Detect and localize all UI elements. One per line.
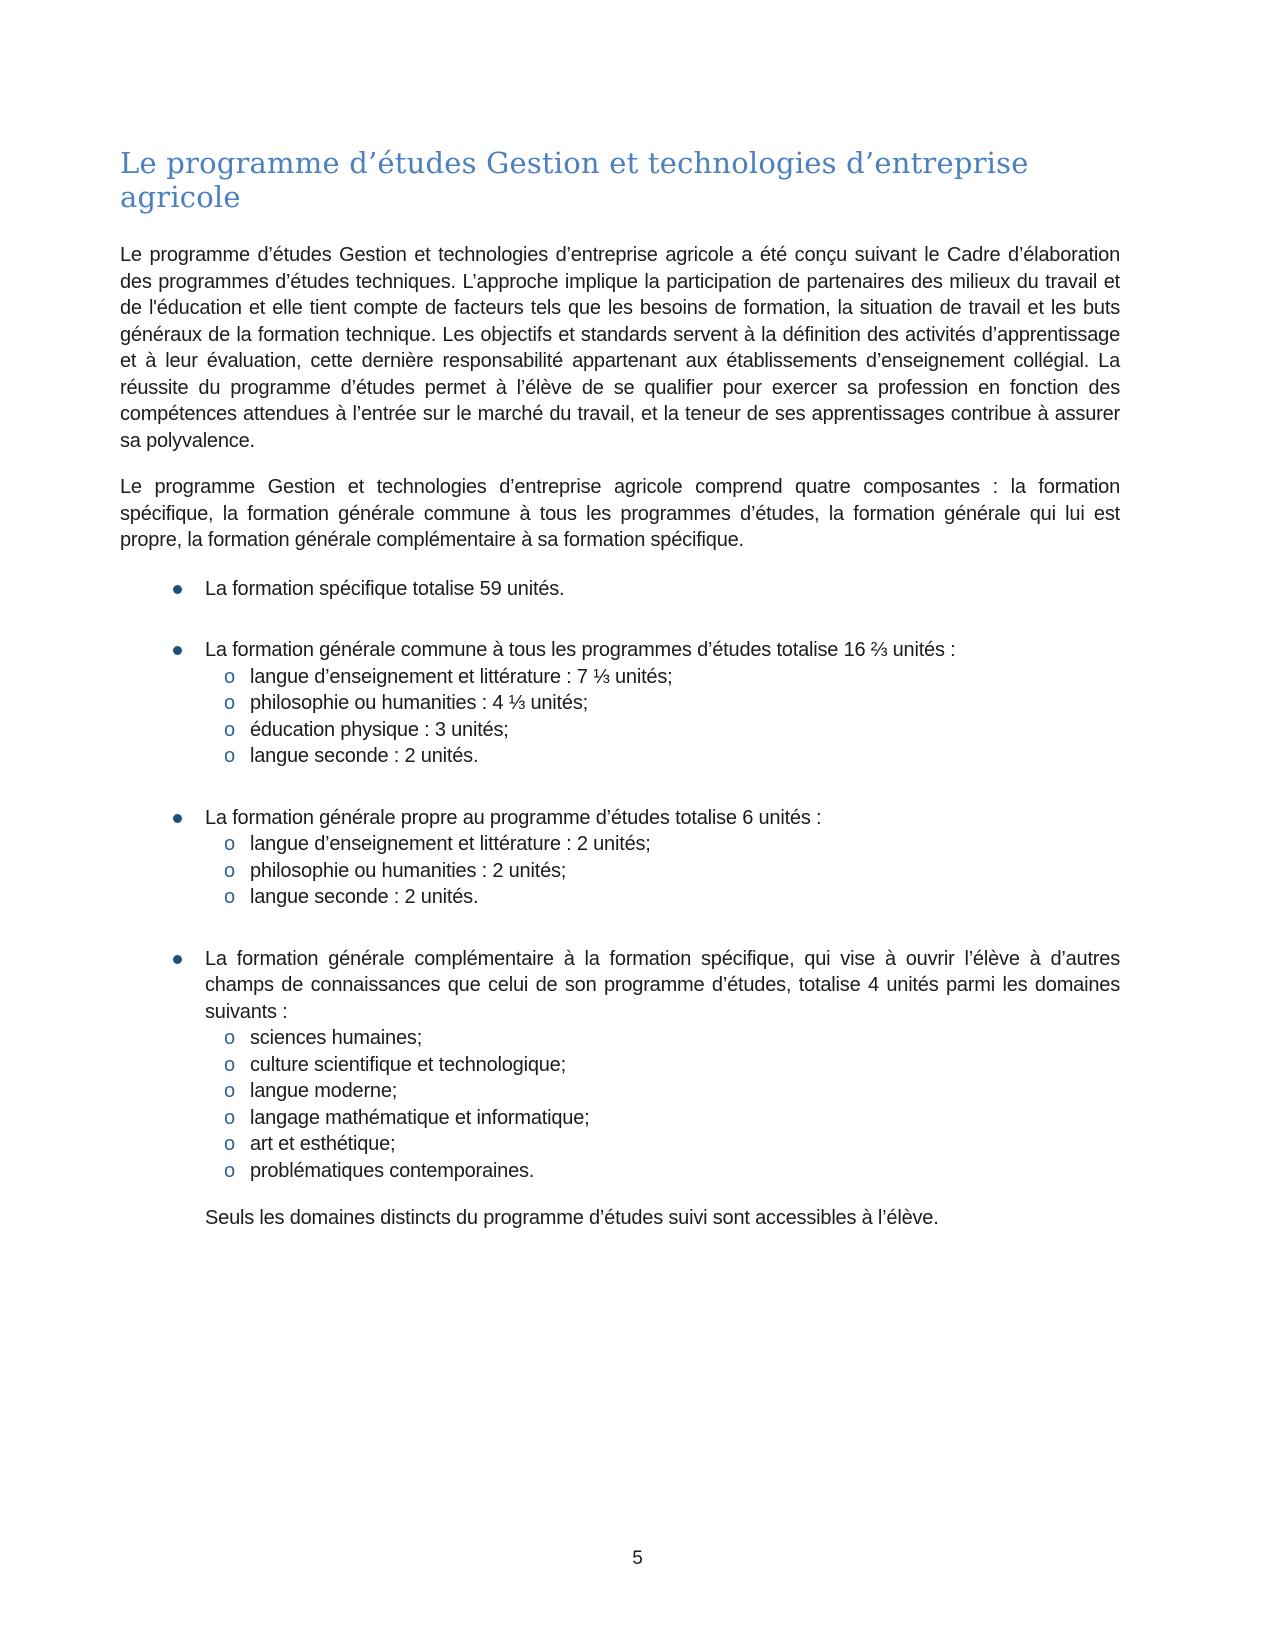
list-item	[120, 805, 1120, 911]
page-title	[120, 146, 1120, 214]
sub-list-item	[120, 1131, 1120, 1158]
sub-list-item	[120, 690, 1120, 717]
sub-list-item	[120, 717, 1120, 744]
sub-bullet-icon: o	[224, 745, 235, 767]
sub-bullet-icon: o	[224, 1159, 235, 1182]
sub-list-item	[120, 1158, 1120, 1185]
sub-bullet-icon: o	[224, 859, 235, 882]
sub-bullet-text: problématiques contemporaines.	[250, 1159, 535, 1182]
sub-bullet-icon: o	[224, 1080, 235, 1102]
bullet-text: La formation générale propre au programme d’études totalise 6 unités :	[205, 806, 822, 829]
bullet-icon	[173, 646, 182, 655]
paragraph-intro: Le programme d’études Gestion et technologies d’entreprise agricole a été conçu suivant le Cadre d’élaboration des programmes d’études techniques. L’approche implique la participation de partenaires des milieux du travail et de l'éducation et elle tient compte de facteurs tels que les besoins de formation, la situation de travail et les buts généraux de la formation technique. Les objectifs et standards servent à la définition des activités d’apprentissage et à leur évaluation, cette dernière responsabilité appartenant aux établissements d’enseignement collégial. La réussite du programme d’études permet à l’élève de se qualifier pour exercer sa profession en fonction des compétences attendues à l’entrée sur le marché du travail, et la teneur de ses apprentissages contribue à assurer sa polyvalence.	[120, 244, 1120, 452]
sub-bullet-icon: o	[224, 1106, 235, 1129]
sub-bullet-text: langue d’enseignement et littérature : 2 unités;	[250, 833, 651, 855]
page-title-line1: Le programme d’études Gestion et technologies d’entreprise	[120, 146, 1029, 180]
bullet-text: La formation spécifique totalise 59 unités.	[205, 577, 565, 600]
sub-list-item	[120, 1025, 1120, 1052]
page-number: 5	[632, 1548, 643, 1569]
sub-bullet-icon: o	[224, 886, 235, 908]
bullet-icon	[173, 585, 182, 594]
sub-bullet-icon: o	[224, 1053, 235, 1076]
sub-list-item	[120, 664, 1120, 691]
bullet-text-wrap	[120, 637, 1120, 664]
sub-bullet-text: langue d’enseignement et littérature : 7 ⅓ unités;	[250, 665, 673, 688]
sub-bullet-text: culture scientifique et technologique;	[250, 1053, 566, 1076]
sub-bullet-text: langage mathématique et informatique;	[250, 1106, 590, 1129]
sub-list-item	[120, 743, 1120, 770]
sub-list-item	[120, 884, 1120, 911]
sub-bullet-icon: o	[224, 665, 235, 688]
sub-list-item	[120, 1052, 1120, 1079]
bullet-icon	[173, 955, 182, 964]
bullet-text-wrap	[120, 576, 1120, 603]
sub-bullet-text: philosophie ou humanities : 2 unités;	[250, 859, 567, 882]
sub-list-item	[120, 831, 1120, 858]
list-item	[120, 576, 1120, 603]
sub-bullet-text: langue seconde : 2 unités.	[250, 886, 479, 908]
sub-bullet-text: langue moderne;	[250, 1080, 398, 1102]
sub-list-item	[120, 858, 1120, 885]
sub-bullet-text: philosophie ou humanities : 4 ⅓ unités;	[250, 692, 588, 714]
paragraph-components: Le programme Gestion et technologies d’entreprise agricole comprend quatre composantes : la formation spécifique, la formation générale commune à tous les programmes d’études, la formation générale qui lui est propre, la formation générale complémentaire à sa formation spécifique.	[120, 476, 1120, 551]
sub-bullet-icon: o	[224, 692, 235, 714]
sub-bullet-text: sciences humaines;	[250, 1027, 423, 1049]
sub-bullet-icon: o	[224, 1133, 235, 1155]
sub-bullet-icon: o	[224, 1027, 235, 1049]
list-item	[120, 946, 1120, 1185]
bullet-text: La formation générale complémentaire à la formation spécifique, qui vise à ouvrir l’élève à d’autres champs de connaissances que celui de son programme d’études, totalise 4 unités parmi les domaines suivants :	[205, 947, 1120, 1023]
sub-bullet-icon: o	[224, 718, 235, 741]
bullet-text-wrap	[120, 805, 1120, 832]
sub-list-item	[120, 1105, 1120, 1132]
bullet-list	[120, 576, 1120, 1185]
sub-bullet-text: art et esthétique;	[250, 1133, 396, 1155]
sub-bullet-text: langue seconde : 2 unités.	[250, 745, 479, 767]
bullet-text-wrap	[120, 946, 1120, 1026]
page-title-line2: agricole	[120, 180, 241, 214]
sub-bullet-text: éducation physique : 3 unités;	[250, 718, 509, 741]
sub-list-item	[120, 1078, 1120, 1105]
closing-note: Seuls les domaines distincts du programme d’études suivi sont accessibles à l’élève.	[205, 1207, 939, 1229]
sub-bullet-icon: o	[224, 833, 235, 855]
bullet-icon	[173, 814, 182, 823]
list-item	[120, 637, 1120, 770]
bullet-text: La formation générale commune à tous les programmes d’études totalise 16 ⅔ unités :	[205, 639, 956, 661]
